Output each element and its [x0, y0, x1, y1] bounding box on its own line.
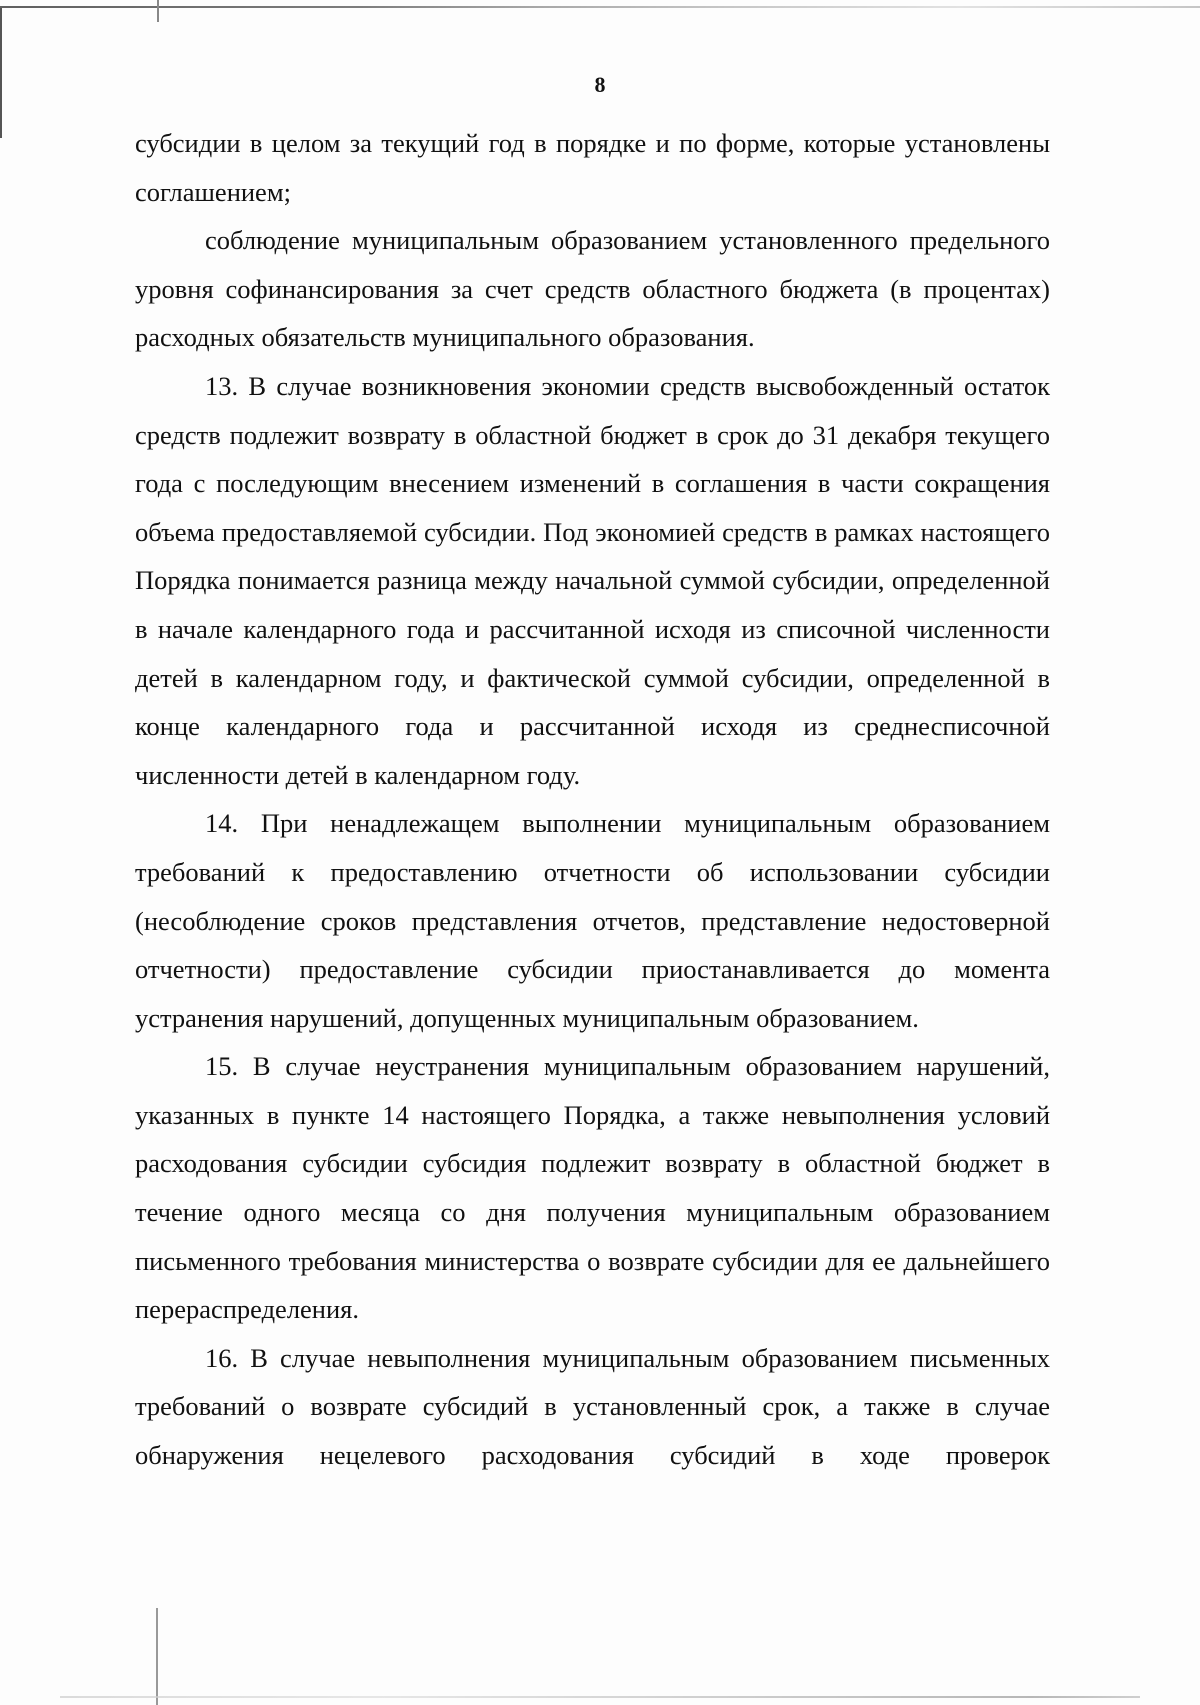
paragraph-13: 13. В случае возникновения экономии средств высвобожденный остаток средств подлежит возврату в областной бюджет в срок до 31 декабря текущего года с последующим внесением изменений в соглашения в части сокращения объема предоставляемой субсидии. Под экономией средств в рамках настоящего Порядка понимается разница между начальной суммой субсидии, определенной в начале календарного года и рассчитанной исходя из списочной численности детей в календарном году, и фактической суммой субсидии, определенной в конце календарного года и рассчитанной исходя из среднесписочной численности детей в календарном году.	[135, 370, 1050, 790]
paragraph-14: 14. При ненадлежащем выполнении муниципальным образованием требований к предоставлению отчетности об использовании субсидии (несоблюдение сроков представления отчетов, представление недостоверной отчетности) предоставление субсидии приостанавливается до момента устранения нарушений, допущенных муниципальным образованием.	[135, 808, 1050, 1033]
paragraph-16: 16. В случае невыполнения муниципальным образованием письменных требований о возврате субсидий в установленный срок, а также в случае обнаружения нецелевого расходования субсидий в ходе проверок	[135, 1342, 1050, 1471]
scan-edge-bottom	[60, 1696, 1140, 1698]
paragraph-continuation: субсидии в целом за текущий год в порядке и по форме, которые установлены соглашением;	[135, 128, 1050, 207]
page-number: 8	[594, 72, 606, 97]
document-body	[135, 119, 1050, 1480]
scan-mark-top	[157, 0, 159, 22]
scan-edge-top	[0, 6, 1200, 8]
paragraph-15: 15. В случае неустранения муниципальным образованием нарушений, указанных в пункте 14 настоящего Порядка, а также невыполнения условий расходования субсидии субсидия подлежит возврату в областной бюджет в течение одного месяца со дня получения муниципальным образованием письменного требования министерства о возврате субсидии для ее дальнейшего перераспределения.	[135, 1051, 1050, 1325]
paragraph-cofinancing: соблюдение муниципальным образованием установленного предельного уровня софинансирования за счет средств областного бюджета (в процентах) расходных обязательств муниципального образования.	[135, 225, 1050, 353]
scan-mark-bottom	[156, 1608, 158, 1705]
